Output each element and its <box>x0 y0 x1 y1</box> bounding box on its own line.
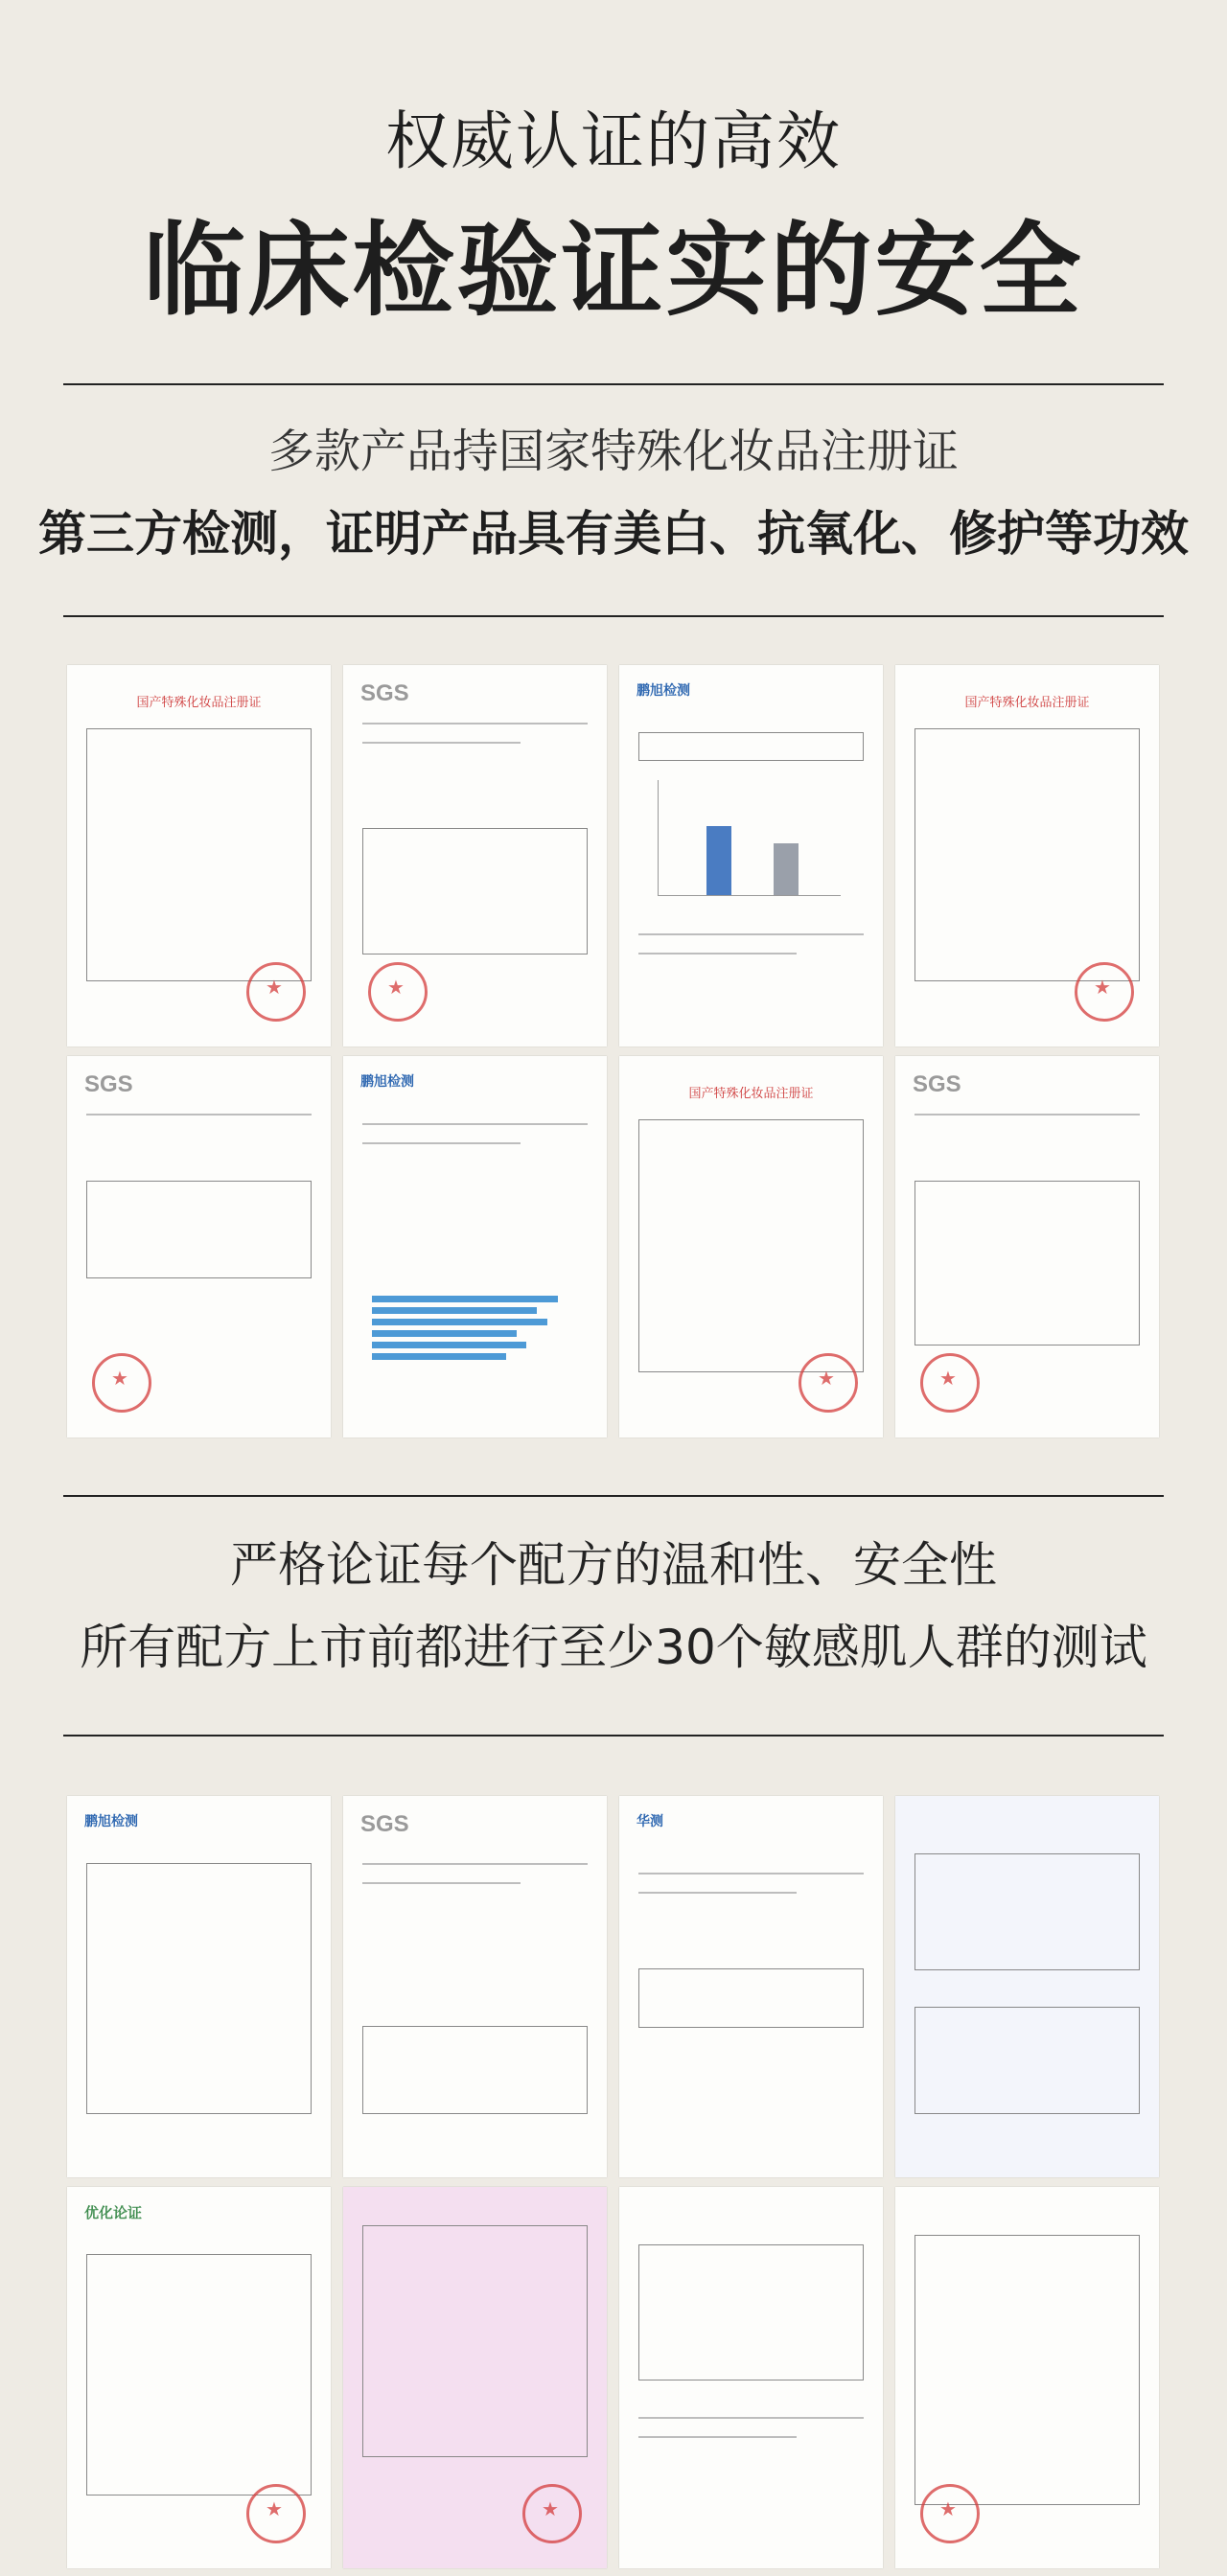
section2-claim: 所有配方上市前都进行至少30个敏感肌人群的测试 <box>80 1620 1147 1675</box>
lab-logo: 优化论证 <box>84 2205 143 2221</box>
certificate-image <box>619 2187 883 2568</box>
certificate-grid-bottom <box>67 1796 1160 2568</box>
divider-1 <box>63 383 1164 385</box>
certificate-image <box>343 1056 607 1438</box>
certificate-image <box>619 1796 883 2177</box>
headline-line-2: 临床检验证实的安全 <box>143 212 1084 330</box>
headline-line-1: 权威认证的高效 <box>385 104 842 178</box>
certificate-image <box>67 1056 331 1438</box>
red-seal-icon <box>1075 962 1134 1022</box>
sgs-logo: SGS <box>360 680 409 706</box>
sgs-logo: SGS <box>360 1811 409 1837</box>
lab-logo: 鹏旭检测 <box>84 1813 138 1828</box>
bar-chart-thumbnail <box>658 780 841 896</box>
certificate-image <box>895 2187 1159 2568</box>
sgs-logo: SGS <box>913 1071 961 1097</box>
certificate-table <box>86 728 312 981</box>
section1-claim: 第三方检测，证明产品具有美白、抗氧化、修护等功效 <box>38 506 1189 562</box>
certificate-image <box>619 665 883 1046</box>
red-seal-icon <box>246 2484 306 2543</box>
red-seal-icon <box>920 1353 980 1413</box>
certificate-title: 国产特殊化妆品注册证 <box>688 1087 814 1101</box>
lab-logo: 华测 <box>637 1813 663 1828</box>
certificate-image <box>343 665 607 1046</box>
certificate-image <box>895 1796 1159 2177</box>
red-seal-icon <box>368 962 428 1022</box>
section1-subtitle: 多款产品持国家特殊化妆品注册证 <box>267 425 959 478</box>
certificate-image <box>67 1796 331 2177</box>
red-seal-icon <box>246 962 306 1022</box>
certificate-grid-top <box>67 665 1160 1438</box>
section2-subtitle: 严格论证每个配方的温和性、安全性 <box>230 1537 997 1593</box>
red-seal-icon <box>92 1353 151 1413</box>
certificate-image <box>895 665 1159 1046</box>
lab-logo: 鹏旭检测 <box>637 682 690 698</box>
red-seal-icon <box>920 2484 980 2543</box>
lab-logo: 鹏旭检测 <box>360 1073 414 1089</box>
horizontal-bars-thumbnail <box>372 1296 578 1382</box>
red-seal-icon <box>799 1353 858 1413</box>
certificate-title: 国产特殊化妆品注册证 <box>136 696 262 710</box>
sgs-logo: SGS <box>84 1071 133 1097</box>
divider-4 <box>63 1735 1164 1736</box>
divider-2 <box>63 615 1164 617</box>
certificate-image <box>343 1796 607 2177</box>
certificate-image <box>619 1056 883 1438</box>
certificate-image <box>343 2187 607 2568</box>
certificate-image <box>895 1056 1159 1438</box>
divider-3 <box>63 1495 1164 1497</box>
certificate-title: 国产特殊化妆品注册证 <box>964 696 1090 710</box>
red-seal-icon <box>522 2484 582 2543</box>
certificate-image <box>67 665 331 1046</box>
certificate-image <box>67 2187 331 2568</box>
